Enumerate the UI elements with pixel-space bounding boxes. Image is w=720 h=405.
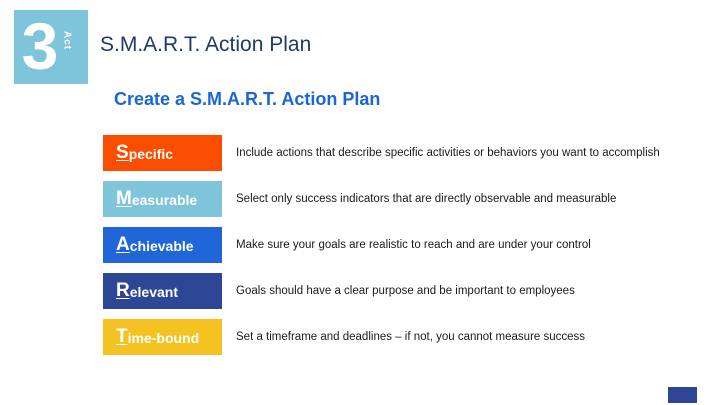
- smart-label-rest: ime-bound: [127, 330, 200, 346]
- smart-label-rest: easurable: [131, 192, 198, 208]
- smart-description: Set a timeframe and deadlines – if not, you cannot measure success: [236, 331, 586, 343]
- corner-accent: [668, 387, 697, 403]
- smart-letter: R: [116, 280, 130, 301]
- smart-row-timebound: [103, 319, 660, 355]
- smart-letter: T: [116, 326, 128, 347]
- smart-box-relevant: [103, 273, 222, 309]
- smart-description: Include actions that describe specific activities or behaviors you want to accomplish: [236, 147, 660, 159]
- page-subtitle: Create a S.M.A.R.T. Action Plan: [114, 89, 381, 109]
- smart-row-measurable: [103, 181, 660, 217]
- smart-box-timebound: [103, 319, 222, 355]
- smart-label-rest: elevant: [129, 284, 178, 300]
- section-number: 3: [21, 9, 59, 83]
- section-label: Act: [61, 31, 73, 51]
- smart-box-measurable: [103, 181, 222, 217]
- section-badge: [14, 10, 88, 84]
- smart-row-achievable: [103, 227, 660, 263]
- smart-description: Select only success indicators that are directly observable and measurable: [236, 193, 617, 205]
- smart-letter: S: [116, 142, 129, 163]
- smart-description: Make sure your goals are realistic to reach and are under your control: [236, 239, 591, 251]
- smart-box-specific: [103, 135, 222, 171]
- page-title: S.M.A.R.T. Action Plan: [100, 33, 312, 56]
- smart-letter: A: [116, 234, 130, 255]
- smart-description: Goals should have a clear purpose and be important to employees: [236, 285, 575, 297]
- smart-box-achievable: [103, 227, 222, 263]
- smart-row-relevant: [103, 273, 660, 309]
- smart-rows: [103, 135, 660, 365]
- smart-row-specific: [103, 135, 660, 171]
- smart-letter: M: [116, 188, 132, 209]
- smart-label-rest: chievable: [129, 238, 194, 254]
- smart-label-rest: pecific: [128, 146, 174, 162]
